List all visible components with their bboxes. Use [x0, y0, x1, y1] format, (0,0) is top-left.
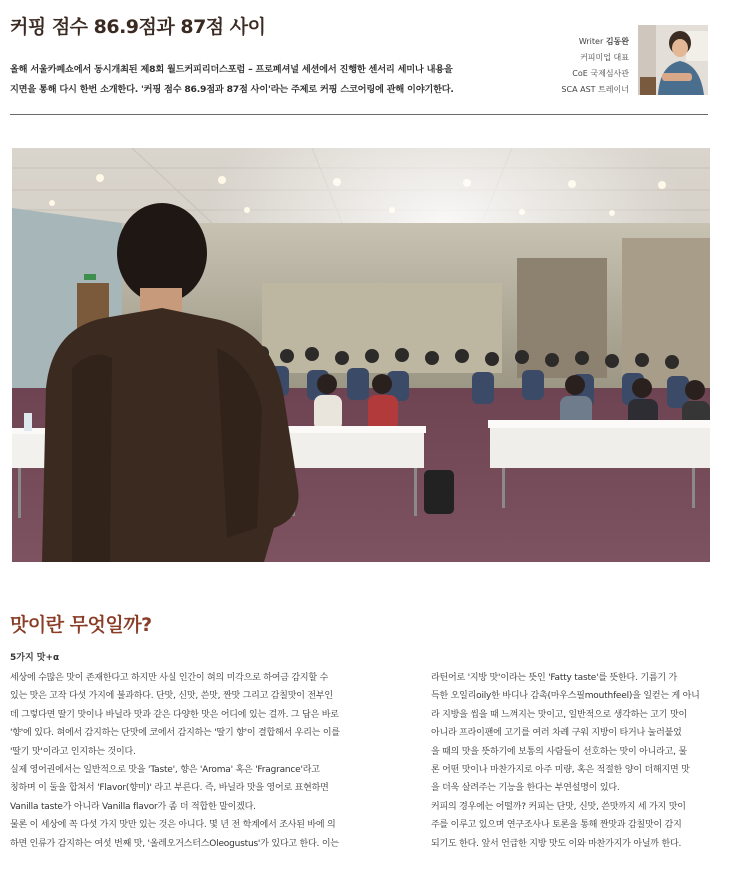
- body-line: 을 때의 맛을 뜻하기에 보통의 사람들이 선호하는 맛이 아니라고, 물: [431, 746, 687, 757]
- body-line: 있는 맛은 고작 다섯 가지에 불과하다. 단맛, 신맛, 쓴맛, 짠맛 그리고 감칠맛이 전부인: [10, 691, 333, 702]
- body-line: 득한 오일리oily한 바디나 감촉(마우스필mouthfeel)을 일컫는 게 아니: [431, 691, 700, 702]
- body-line: 을 더욱 살려주는 기능을 한다는 부연설명이 있다.: [431, 783, 620, 794]
- writer-label: Writer: [578, 37, 604, 46]
- body-line: '향'에 있다. 혀에서 감지하는 단맛에 코에서 감지하는 '딸기 향'이 결합해서 우리는 이를: [10, 728, 340, 739]
- body-column-left: [10, 669, 380, 853]
- body-line: 칭하며 이 둘을 합쳐서 'Flavor(향미)' 라고 부른다. 즉, 바닐라 맛을 영어로 표현하면: [10, 783, 329, 794]
- section-title: 맛이란 무엇일까?: [10, 614, 152, 636]
- body-line: 되기도 한다. 앞서 언급한 지방 맛도 이와 마찬가지가 아닐까 한다.: [431, 838, 682, 849]
- writer-portrait: [638, 25, 708, 95]
- intro-line: 지면을 통해 다시 한번 소개한다. '커핑 점수 86.9점과 87점 사이'라는 주제로 커핑 스코어링에 관해 이야기한다.: [10, 84, 454, 95]
- writer-role: 커피미업 대표: [580, 53, 629, 62]
- body-column-right: [431, 669, 716, 853]
- body-line: 라틴어로 '지방 맛'이라는 뜻인 'Fatty taste'를 뜻한다. 기름기 가: [431, 673, 677, 683]
- body-line: 물론 이 세상에 꼭 다섯 가지 맛만 있는 것은 아니다. 몇 년 전 학계에서 조사된 바에 의: [10, 820, 336, 831]
- body-line: 주를 이루고 있으며 연구조사나 토론을 통해 짠맛과 감칠맛이 감지: [431, 820, 682, 831]
- intro-paragraph: [10, 60, 510, 100]
- body-line: '딸기 맛'이라고 인지하는 것이다.: [10, 746, 136, 757]
- subheading: 5가지 맛+α: [10, 653, 60, 663]
- body-line: Vanilla taste가 아니라 Vanilla flavor가 좀 더 적합한 말이겠다.: [10, 801, 256, 812]
- intro-line: 올해 서울카페쇼에서 동시개최된 제8회 월드커피리더스포럼 – 프로페셔널 세션에서 진행한 센서리 세미나 내용을: [10, 64, 453, 75]
- body-line: 아니라 프라이팬에 고기를 여러 차례 구워 지방이 타거나 눌러붙었: [431, 728, 682, 739]
- writer-credit: [509, 34, 629, 98]
- body-line: 세상에 수많은 맛이 존재한다고 하지만 사실 인간이 혀의 미각으로 하여금 감지할 수: [10, 673, 329, 683]
- writer-name-line: [509, 34, 629, 50]
- body-line: 실제 영어권에서는 일반적으로 맛을 'Taste', 향은 'Aroma' 혹은 'Fragrance'라고: [10, 765, 320, 776]
- body-line: 론 어떤 맛이나 마찬가지로 아주 미량, 혹은 적절한 양이 더해지면 맛: [431, 765, 690, 776]
- writer-role: CoE 국제심사관: [572, 69, 629, 78]
- seminar-photo: [12, 148, 710, 562]
- writer-portrait-illustration: [638, 25, 708, 95]
- page-title: 커핑 점수 86.9점과 87점 사이: [10, 16, 266, 38]
- seminar-scene: [12, 148, 710, 562]
- body-line: 데 그렇다면 딸기 맛이나 바닐라 맛과 같은 다양한 맛은 어디에 있는 걸까. 그 답은 바로: [10, 709, 339, 720]
- body-line: 하면 인류가 감지하는 여섯 번째 맛, '올레오거스터스Oleogustus'가 있다고 한다. 이는: [10, 838, 339, 849]
- writer-role: SCA AST 트레이너: [561, 85, 629, 94]
- header-divider: [10, 114, 708, 115]
- body-line: 라 지방을 씹을 때 느껴지는 맛이고, 일반적으로 생각하는 고기 맛이: [431, 709, 687, 720]
- body-line: 커피의 경우에는 어떨까? 커피는 단맛, 신맛, 쓴맛까지 세 가지 맛이: [431, 801, 686, 812]
- writer-name: 김동완: [605, 37, 629, 46]
